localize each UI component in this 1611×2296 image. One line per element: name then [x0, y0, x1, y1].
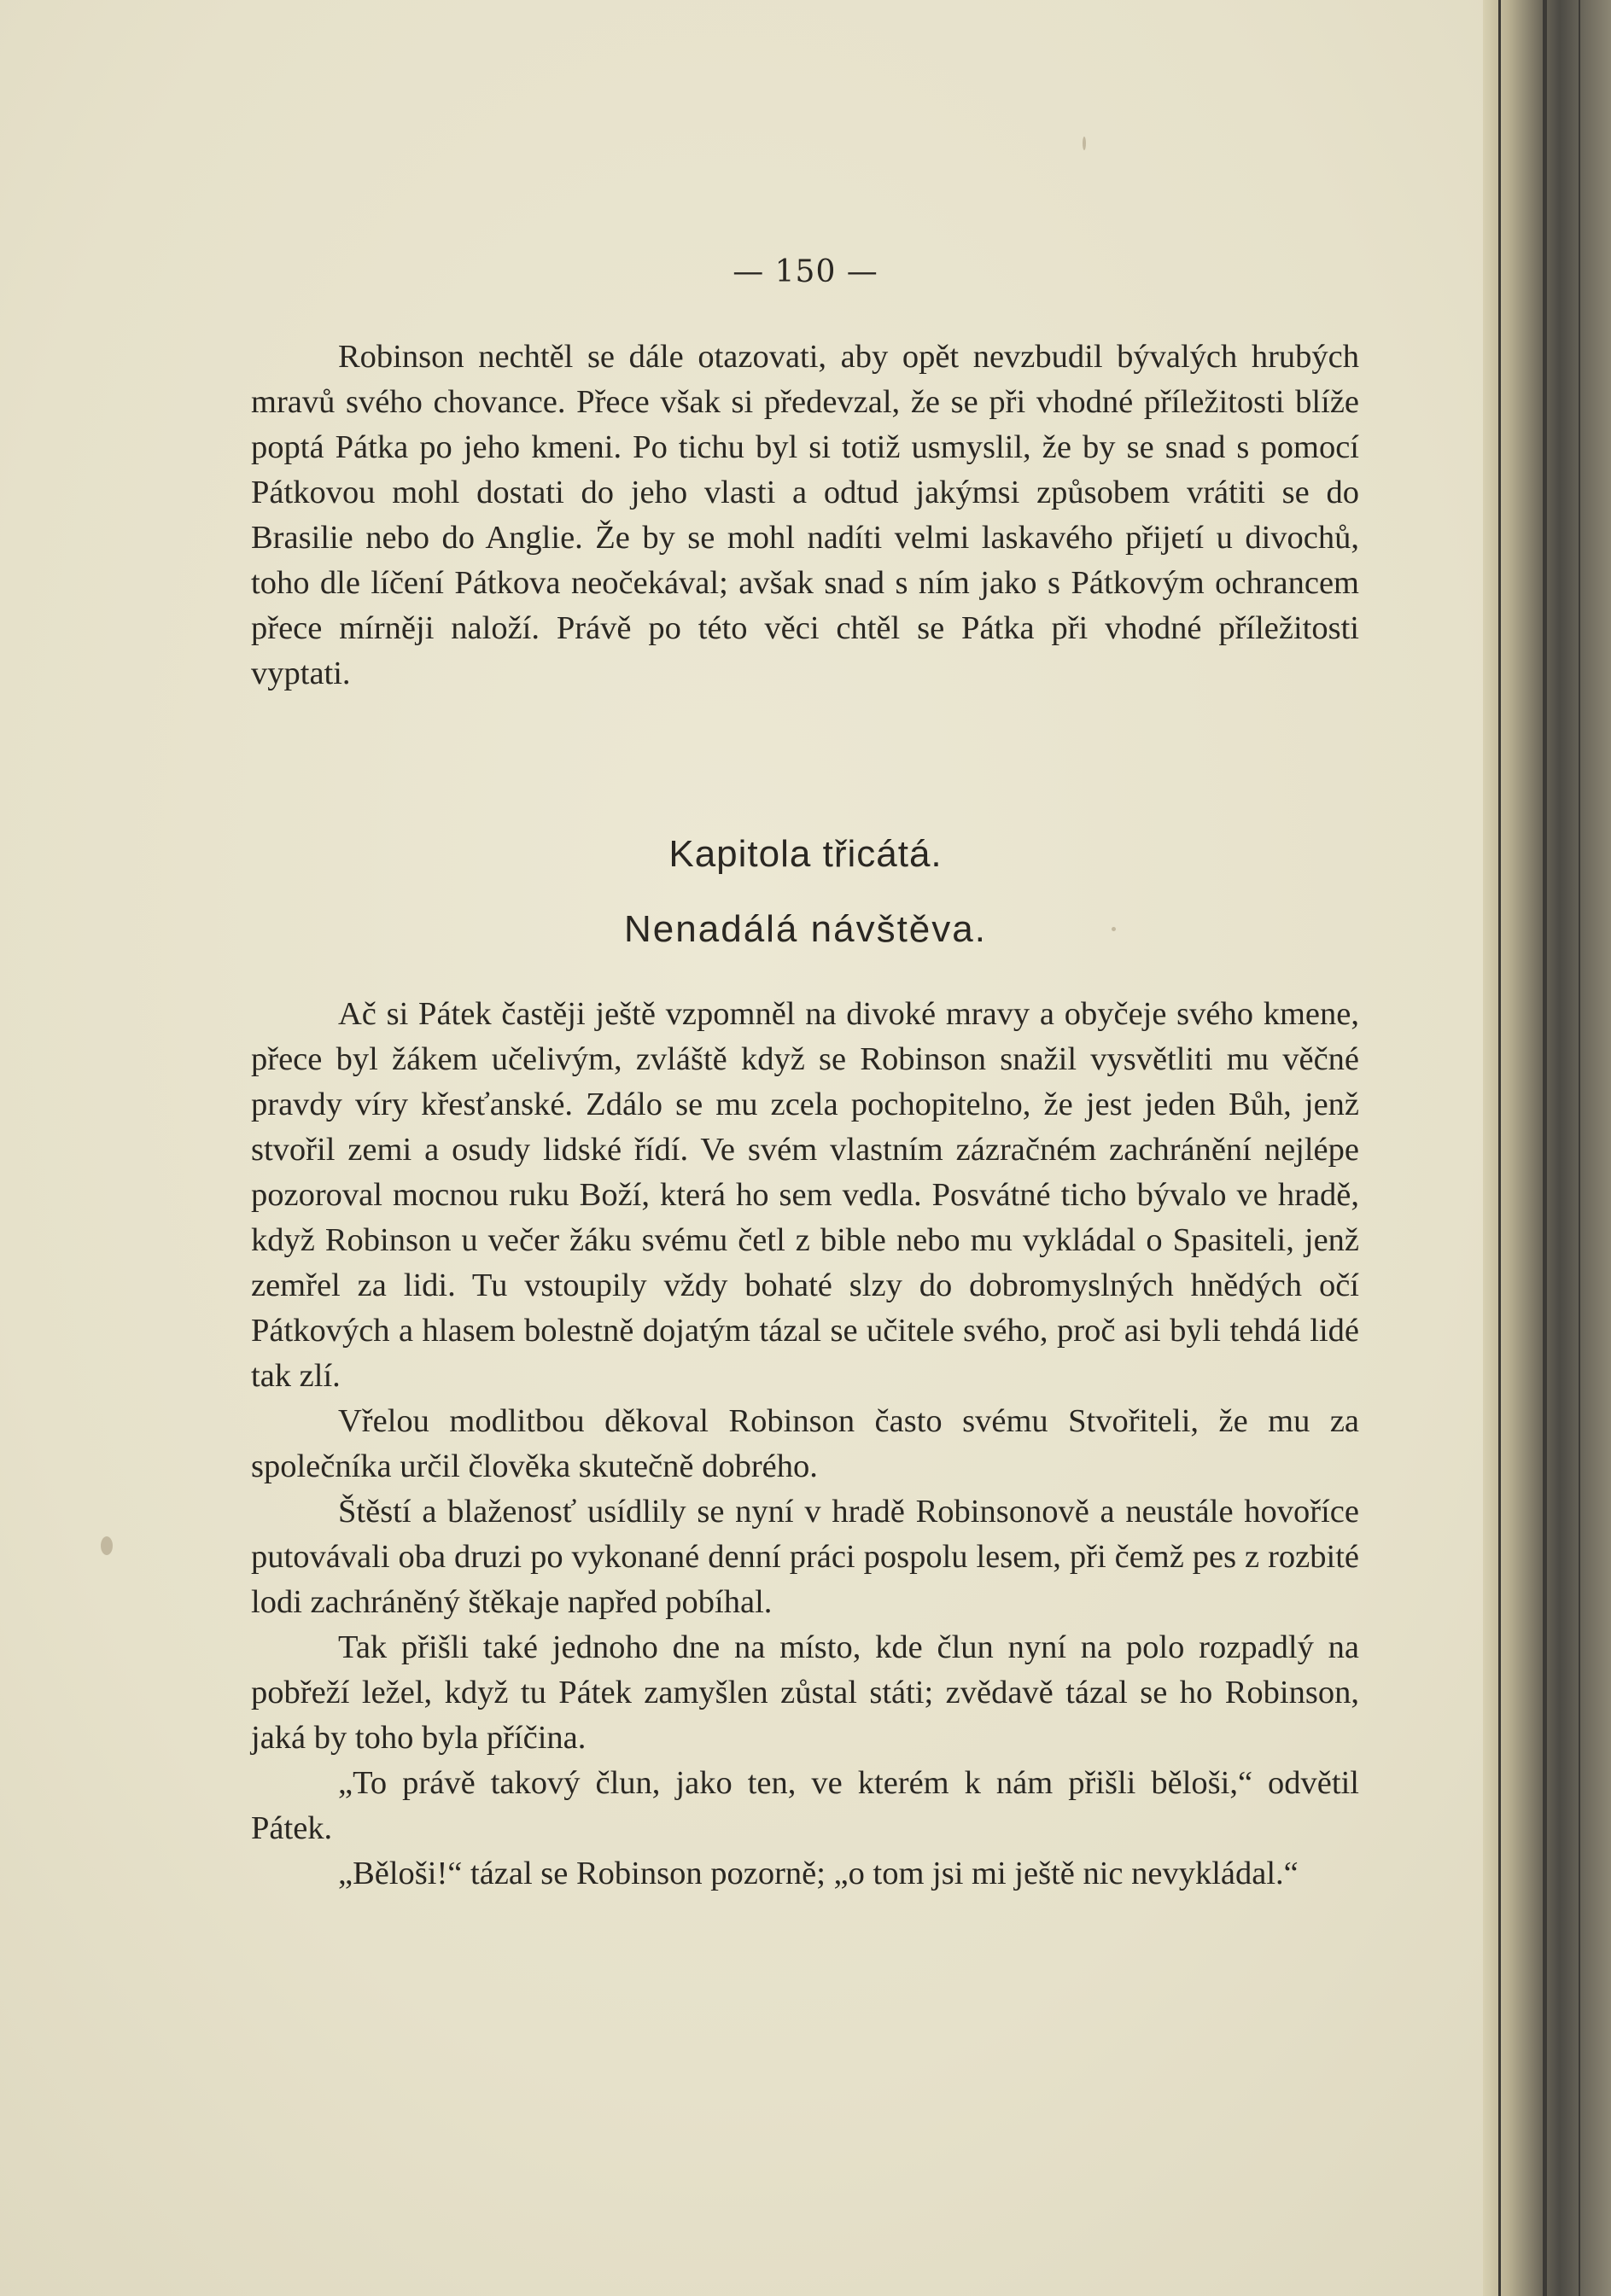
paragraph: Ač si Pátek častěji ještě vzpomněl na divoké mravy a obyčeje svého kmene, přece byl žákem učelivým, zvláště když se Robinson snažil vysvětliti mu věčné pravdy víry křesťanské. Zdálo se mu zcela pochopitelno, že jest jeden Bůh, jenž stvořil zemi a osudy lidské řídí. Ve svém vlastním zázračném zachránění nejlépe pozoroval mocnou ruku Boží, která ho sem vedla. Posvátné ticho bývalo ve hradě, když Robinson u večer žáku svému četl z bible nebo mu vykládal o Spasiteli, jenž zemřel za lidi. Tu vstoupily vždy bohaté slzy do dobromyslných hnědých očí Pátkových a hlasem bolestně dojatým tázal se učitele svého, proč asi byli tehdá lidé tak zlí.: [251, 996, 1359, 1394]
opening-paragraph-block: [251, 335, 1359, 696]
paper-speck: [1083, 137, 1086, 150]
paragraph: „To právě takový člun, jako ten, ve kterém k nám přišli běloši,“ odvětil Pátek.: [251, 1765, 1359, 1846]
page-binding-edge: [1483, 0, 1611, 2296]
paragraph: Štěstí a blaženosť usídlily se nyní v hradě Robinsonově a neustále hovoříce putovávali oba druzi po vykonané denní práci pospolu lesem, při čemž pes z rozbité lodi zachráněný štěkaje napřed pobíhal.: [251, 1494, 1359, 1620]
paragraph: Tak přišli také jednoho dne na místo, kde člun nyní na polo rozpadlý na pobřeží ležel, když tu Pátek zamyšlen zůstal státi; zvědavě tázal se ho Robinson, jaká by toho byla příčina.: [251, 1629, 1359, 1756]
chapter-body: [251, 992, 1359, 1897]
paragraph: Vřelou modlitbou děkoval Robinson často svému Stvořiteli, že mu za společníka určil člověka skutečně dobrého.: [251, 1403, 1359, 1484]
binding-line: [1543, 0, 1547, 2296]
opening-paragraph: Robinson nechtěl se dále otazovati, aby opět nevzbudil bývalých hrubých mravů svého chovance. Přece však si předevzal, že se při vhodné příležitosti blíže poptá Pátka po jeho kmeni. Po tichu byl si totiž usmyslil, že by se snad s pomocí Pátkovou mohl dostati do jeho vlasti a odtud jakýmsi způsobem vrátiti se do Brasilie nebo do Anglie. Že by se mohl nadíti velmi laskavého přijetí u divochů, toho dle líčení Pátkova neočekával; avšak snad s ním jako s Pátkovým ochrancem přece mírněji naloží. Právě po této věci chtěl se Pátka při vhodné příležitosti vyptati.: [251, 339, 1359, 691]
paragraph: „Běloši!“ tázal se Robinson pozorně; „o tom jsi mi ještě nic nevykládal.“: [338, 1856, 1299, 1891]
chapter-subtitle: Nenadálá návštěva.: [624, 908, 987, 950]
page-number: — 150 —: [733, 254, 878, 289]
chapter-title: Kapitola třicátá.: [668, 833, 943, 875]
binding-line: [1579, 0, 1580, 2296]
binding-line: [1498, 0, 1501, 2296]
paper-stain: [101, 1536, 113, 1555]
